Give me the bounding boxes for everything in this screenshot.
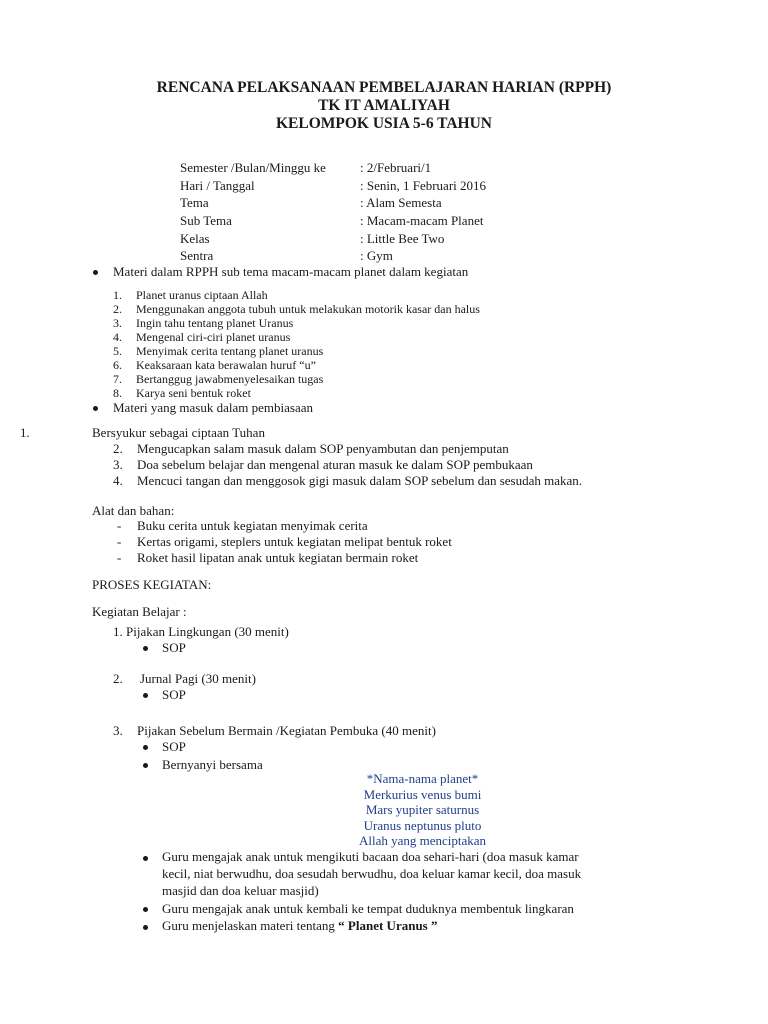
guru-item-2: Guru mengajak anak untuk kembali ke tempat duduknya membentuk lingkaran xyxy=(162,901,574,916)
list-number: 3. xyxy=(113,316,122,330)
list-item: Buku cerita untuk kegiatan menyimak cerita xyxy=(137,518,368,533)
bullet-icon xyxy=(143,856,148,861)
list-item: Kertas origami, steplers untuk kegiatan melipat bentuk roket xyxy=(137,534,452,549)
list-item: Mengucapkan salam masuk dalam SOP penyambutan dan penjemputan xyxy=(137,441,509,456)
pembiasaan-heading: Materi yang masuk dalam pembiasaan xyxy=(113,400,313,415)
list-number: 4. xyxy=(113,473,123,488)
dash-marker: - xyxy=(117,534,122,549)
meta-label: Sub Tema xyxy=(180,213,232,228)
bullet-icon xyxy=(143,907,148,912)
list-number: 8. xyxy=(113,386,122,400)
list-item: Roket hasil lipatan anak untuk kegiatan bermain roket xyxy=(137,550,419,565)
meta-value: : Gym xyxy=(360,248,393,263)
step-3-label: Pijakan Sebelum Bermain /Kegiatan Pembuka (40 menit) xyxy=(137,723,436,738)
meta-value: : Little Bee Two xyxy=(360,231,445,246)
doc-title: RENCANA PELAKSANAAN PEMBELAJARAN HARIAN (RPPH) xyxy=(156,79,612,96)
list-item: Menggunakan anggota tubuh untuk melakukan motorik kasar dan halus xyxy=(136,302,480,316)
list-number: 1. xyxy=(20,425,30,440)
materi-heading: Materi dalam RPPH sub tema macam-macam planet dalam kegiatan xyxy=(113,264,469,279)
list-item: Planet uranus ciptaan Allah xyxy=(136,288,268,302)
list-number: 1. xyxy=(113,288,122,302)
bullet-icon xyxy=(143,925,148,930)
list-item: Keaksaraan kata berawalan huruf “u” xyxy=(136,358,316,372)
meta-value: : 2/Februari/1 xyxy=(360,160,432,175)
dash-marker: - xyxy=(117,518,122,533)
guru-item-1-line: Guru mengajak anak untuk mengikuti bacaan doa sehari-hari (doa masuk kamar xyxy=(162,849,579,864)
meta-value: : Senin, 1 Februari 2016 xyxy=(360,178,487,193)
list-number: 7. xyxy=(113,372,122,386)
bullet-icon xyxy=(143,763,148,768)
proses-heading: PROSES KEGIATAN: xyxy=(92,577,212,592)
song-line: Merkurius venus bumi xyxy=(363,787,482,802)
list-number: 3. xyxy=(113,457,123,472)
list-item: Doa sebelum belajar dan mengenal aturan masuk ke dalam SOP pembukaan xyxy=(137,457,533,472)
step-1-sub: SOP xyxy=(162,640,186,655)
step-3-sub-sop: SOP xyxy=(162,739,186,754)
dash-marker: - xyxy=(117,550,122,565)
meta-label: Hari / Tanggal xyxy=(180,178,255,193)
list-item: Karya seni bentuk roket xyxy=(136,386,251,400)
meta-label: Sentra xyxy=(180,248,214,263)
guru-item-1-line: kecil, niat berwudhu, doa sesudah berwudhu, doa keluar kamar kecil, doa masuk xyxy=(162,866,582,881)
meta-label: Tema xyxy=(180,195,209,210)
meta-label: Semester /Bulan/Minggu ke xyxy=(180,160,326,175)
bullet-icon xyxy=(143,646,148,651)
list-number: 5. xyxy=(113,344,122,358)
kegiatan-heading: Kegiatan Belajar : xyxy=(92,604,187,619)
step-2-label: Jurnal Pagi (30 menit) xyxy=(140,671,256,686)
meta-label: Kelas xyxy=(180,231,210,246)
step-3-sub-sing: Bernyanyi bersama xyxy=(162,757,263,772)
list-number: 2. xyxy=(113,441,123,456)
meta-value: : Macam-macam Planet xyxy=(360,213,484,228)
song-line: Allah yang menciptakan xyxy=(358,833,487,848)
bullet-icon xyxy=(143,693,148,698)
song-line: Uranus neptunus pluto xyxy=(363,818,482,833)
list-number: 4. xyxy=(113,330,122,344)
list-item: Bersyukur sebagai ciptaan Tuhan xyxy=(92,425,265,440)
list-item: Bertanggug jawabmenyelesaikan tugas xyxy=(136,372,324,386)
song-line: Mars yupiter saturnus xyxy=(365,802,480,817)
list-item: Menyimak cerita tentang planet uranus xyxy=(136,344,324,358)
bullet-icon xyxy=(93,406,98,411)
age-group: KELOMPOK USIA 5-6 TAHUN xyxy=(275,115,493,132)
list-number: 6. xyxy=(113,358,122,372)
step-2-number: 2. xyxy=(113,671,123,686)
alat-heading: Alat dan bahan: xyxy=(92,503,175,518)
list-item: Ingin tahu tentang planet Uranus xyxy=(136,316,294,330)
guru-item-3-text: Guru menjelaskan materi tentang xyxy=(162,918,339,933)
song-line: *Nama-nama planet* xyxy=(366,771,479,786)
list-item: Mengenal ciri-ciri planet uranus xyxy=(136,330,291,344)
list-item: Mencuci tangan dan menggosok gigi masuk dalam SOP sebelum dan sesudah makan. xyxy=(137,473,583,488)
bullet-icon xyxy=(93,270,98,275)
bullet-icon xyxy=(143,745,148,750)
meta-value: : Alam Semesta xyxy=(360,195,442,210)
list-number: 2. xyxy=(113,302,122,316)
guru-item-3-topic: “ Planet Uranus ” xyxy=(338,918,438,933)
guru-item-3 xyxy=(162,918,437,934)
step-1-label: 1. Pijakan Lingkungan (30 menit) xyxy=(113,624,289,639)
school-name: TK IT AMALIYAH xyxy=(318,97,450,114)
guru-item-1-line: masjid dan doa keluar masjid) xyxy=(162,883,319,898)
step-2-sub: SOP xyxy=(162,687,186,702)
step-3-number: 3. xyxy=(113,723,123,738)
